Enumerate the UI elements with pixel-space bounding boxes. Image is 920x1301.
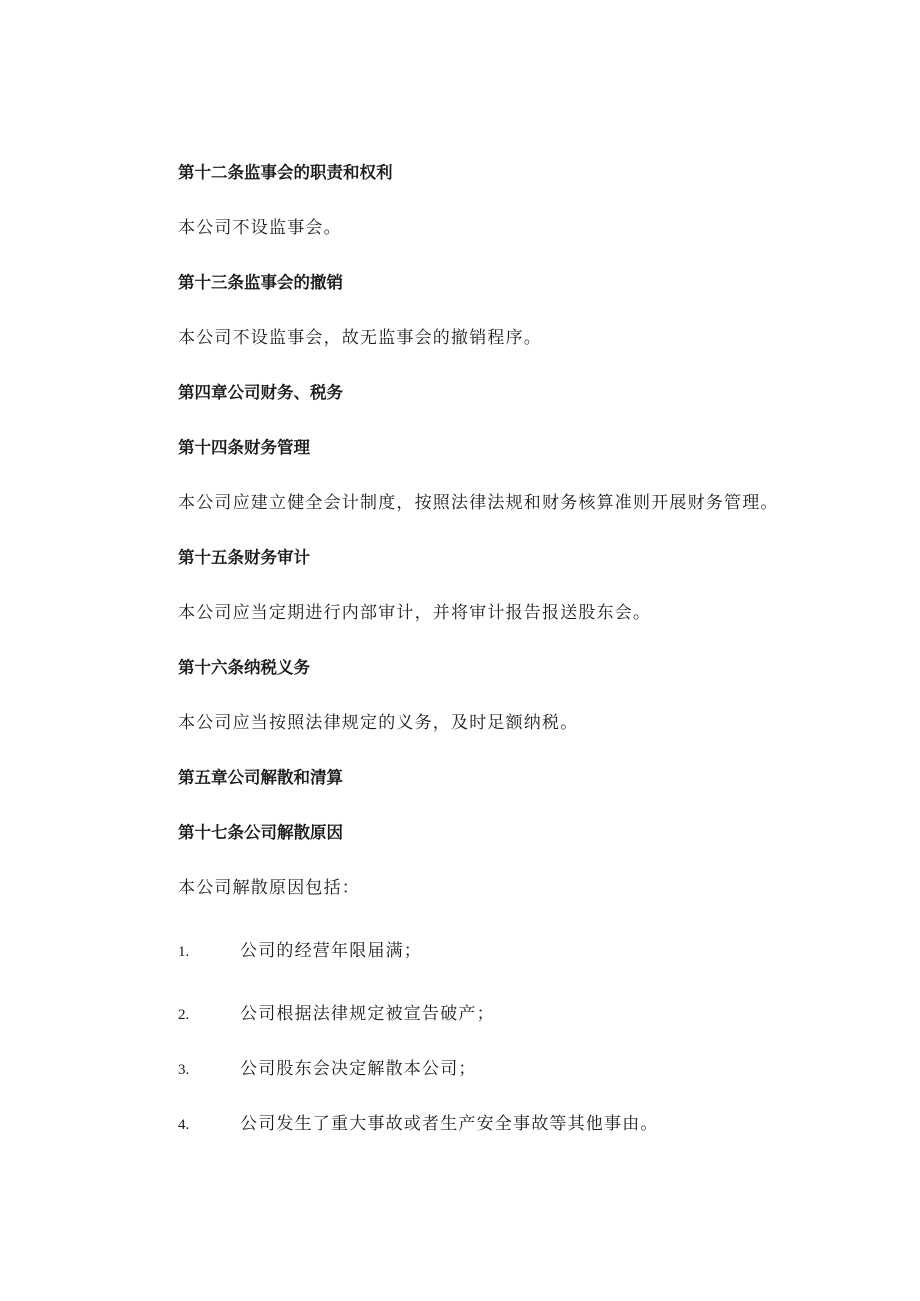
article-14-body: 本公司应建立健全会计制度，按照法律法规和财务核算准则开展财务管理。 [178,493,779,513]
article-12-heading: 第十二条监事会的职责和权利 [178,163,393,182]
article-17-body: 本公司解散原因包括： [178,878,360,898]
chapter-4-heading: 第四章公司财务、税务 [178,383,343,402]
list-text: 公司根据法律规定被宣告破产； [240,1004,495,1024]
article-17-heading: 第十七条公司解散原因 [178,823,343,842]
article-15-body: 本公司应当定期进行内部审计，并将审计报告报送股东会。 [178,603,652,623]
list-number: 3. [178,1062,190,1078]
article-16-body: 本公司应当按照法律规定的义务，及时足额纳税。 [178,713,579,733]
list-item [178,1003,495,1026]
list-text: 公司股东会决定解散本公司； [240,1059,477,1079]
list-item [178,940,422,963]
article-14-heading: 第十四条财务管理 [178,438,310,457]
list-number: 2. [178,1007,190,1023]
article-15-heading: 第十五条财务审计 [178,548,310,567]
list-text: 公司的经营年限届满； [240,941,422,961]
article-13-heading: 第十三条监事会的撤销 [178,273,343,292]
article-12-body: 本公司不设监事会。 [178,218,342,238]
chapter-5-heading: 第五章公司解散和清算 [178,768,343,787]
list-number: 1. [178,944,190,960]
list-text: 公司发生了重大事故或者生产安全事故等其他事由。 [240,1114,659,1134]
list-number: 4. [178,1117,190,1133]
article-13-body: 本公司不设监事会，故无监事会的撤销程序。 [178,328,542,348]
article-16-heading: 第十六条纳税义务 [178,658,310,677]
list-item [178,1058,477,1081]
list-item [178,1113,659,1136]
